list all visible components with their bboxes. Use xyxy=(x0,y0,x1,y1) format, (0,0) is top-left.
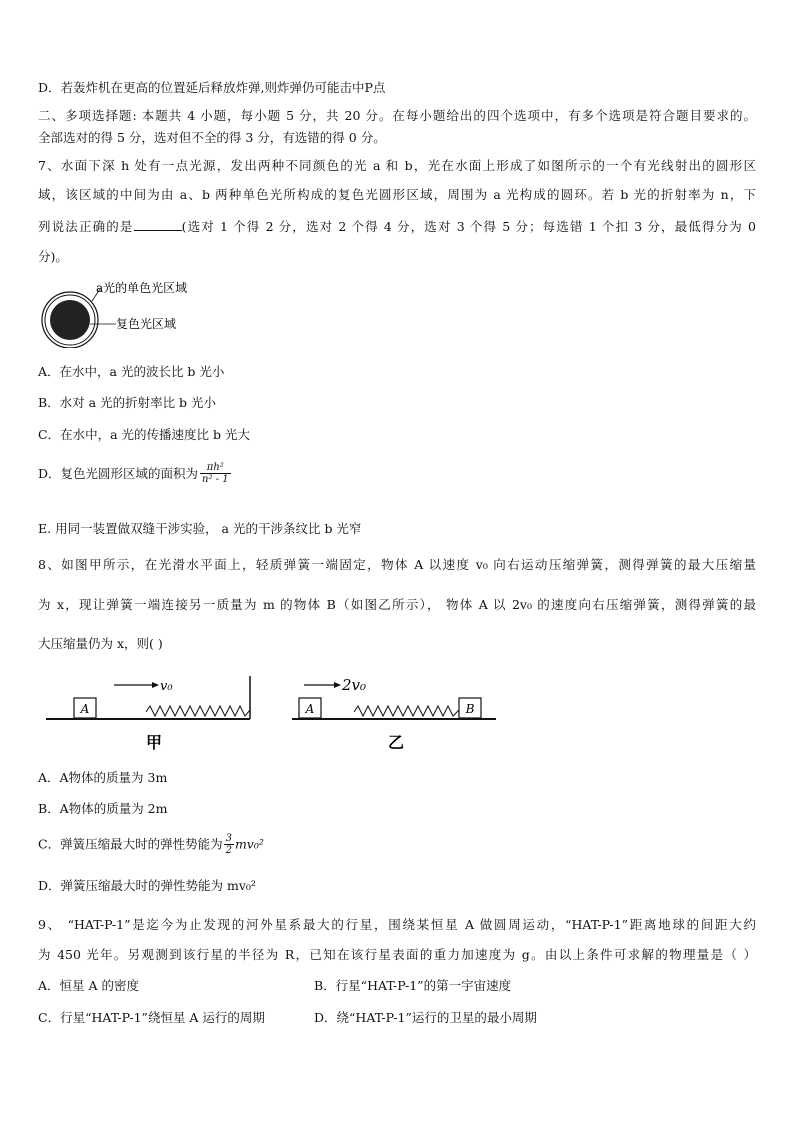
q8-option-c xyxy=(38,832,264,857)
q8-option-c-text: C．弹簧压缩最大时的弹性势能为 xyxy=(38,836,223,852)
spring-right xyxy=(354,706,459,716)
q7-option-b: B．水对 a 光的折射率比 b 光小 xyxy=(38,395,217,410)
q9-option-c: C．行星“HAT-P-1”绕恒星 A 运行的周期 xyxy=(38,1010,265,1025)
q8-line2: 为 x，现让弹簧一端连接另一质量为 m 的物体 B（如图乙所示）， 物体 A 以 2v₀ 的速度向右压缩弹簧，测得弹簧的最 xyxy=(38,597,756,612)
q8-option-b: B．A物体的质量为 2m xyxy=(38,801,168,816)
q9-option-a: A．恒星 A 的密度 xyxy=(38,978,140,993)
q8-line3: 大压缩量仍为 x，则( ) xyxy=(38,636,163,651)
q7-line3 xyxy=(38,218,756,235)
q7-line1: 7、水面下深 h 处有一点光源，发出两种不同颜色的光 a 和 b，光在水面上形成了如图所示的一个有光线射出的圆形区 xyxy=(38,158,756,173)
q7-option-d xyxy=(38,462,232,485)
q7-line3-pre: 列说法正确的是 xyxy=(38,219,134,234)
answer-blank xyxy=(134,218,182,231)
energy-fraction: $\frac{3}{2}$ xyxy=(225,833,232,856)
q8-option-c-tail: mv₀² xyxy=(234,836,264,852)
q8-line1: 8、如图甲所示，在光滑水平面上，轻质弹簧一端固定，物体 A 以速度 v₀ 向右运动压缩弹簧，测得弹簧的最大压缩量 xyxy=(38,557,756,572)
q9-option-d: D．绕“HAT-P-1”运行的卫星的最小周期 xyxy=(314,1010,537,1025)
inner-disk xyxy=(50,300,90,340)
q6-option-d: D．若轰炸机在更高的位置延后释放炸弹,则炸弹仍可能击中P点 xyxy=(38,80,386,95)
q7-option-c: C．在水中，a 光的传播速度比 b 光大 xyxy=(38,427,250,442)
caption-yi: 乙 xyxy=(387,733,405,752)
q7-line4: 分)。 xyxy=(38,249,68,264)
svg-text:A: A xyxy=(80,702,90,716)
q9-line2: 为 450 光年。另观测到该行星的半径为 R，已知在该行星表面的重力加速度为 g。由以上条件可求解的物理量是（ ） xyxy=(38,947,756,962)
svg-text:A: A xyxy=(305,702,315,716)
section2-line2: 全部选对的得 5 分，选对但不全的得 3 分，有选错的得 0 分。 xyxy=(38,130,386,145)
spring-left xyxy=(146,706,250,716)
svg-text:2v₀: 2v₀ xyxy=(342,676,367,694)
area-fraction: $\frac{\text{πh²}}{\text{n² - 1}}$ xyxy=(202,462,229,485)
caption-jia: 甲 xyxy=(145,733,163,752)
q7-option-e: E. 用同一装置做双缝干涉实验， a 光的干涉条纹比 b 光窄 xyxy=(38,521,362,536)
q8-option-d: D．弹簧压缩最大时的弹性势能为 mv₀² xyxy=(38,878,256,893)
svg-text:B: B xyxy=(465,702,475,716)
label-inner: 复色光区域 xyxy=(116,317,177,331)
q7-figure xyxy=(38,278,258,348)
q9-line1: 9、 “HAT-P-1”是迄今为止发现的河外星系最大的行星，围绕某恒星 A 做圆周运动，“HAT-P-1”距离地球的间距大约 xyxy=(38,917,756,932)
q7-option-d-text: D．复色光圆形区域的面积为 xyxy=(38,466,199,481)
q7-line3-post: (选对 1 个得 2 分，选对 2 个得 4 分，选对 3 个得 5 分；每选错 1 个扣 3 分，最低得分为 0 xyxy=(181,219,756,234)
q9-option-b: B．行星“HAT-P-1”的第一宇宙速度 xyxy=(314,978,512,993)
section2-line1: 二、多项选择题: 本题共 4 小题，每小题 5 分，共 20 分。在每小题给出的四个选项中，有多个选项是符合题目要求的。 xyxy=(38,108,756,123)
label-outer: a光的单色光区域 xyxy=(96,281,188,295)
q7-line2: 域，该区域的中间为由 a、b 两种单色光所构成的复色光圆形区域，周围为 a 光构成的圆环。若 b 光的折射率为 n，下 xyxy=(38,187,756,202)
svg-text:v₀: v₀ xyxy=(160,679,173,694)
q8-figure xyxy=(44,668,514,758)
q8-option-a: A．A物体的质量为 3m xyxy=(38,770,168,785)
q7-option-a: A．在水中，a 光的波长比 b 光小 xyxy=(38,364,225,379)
